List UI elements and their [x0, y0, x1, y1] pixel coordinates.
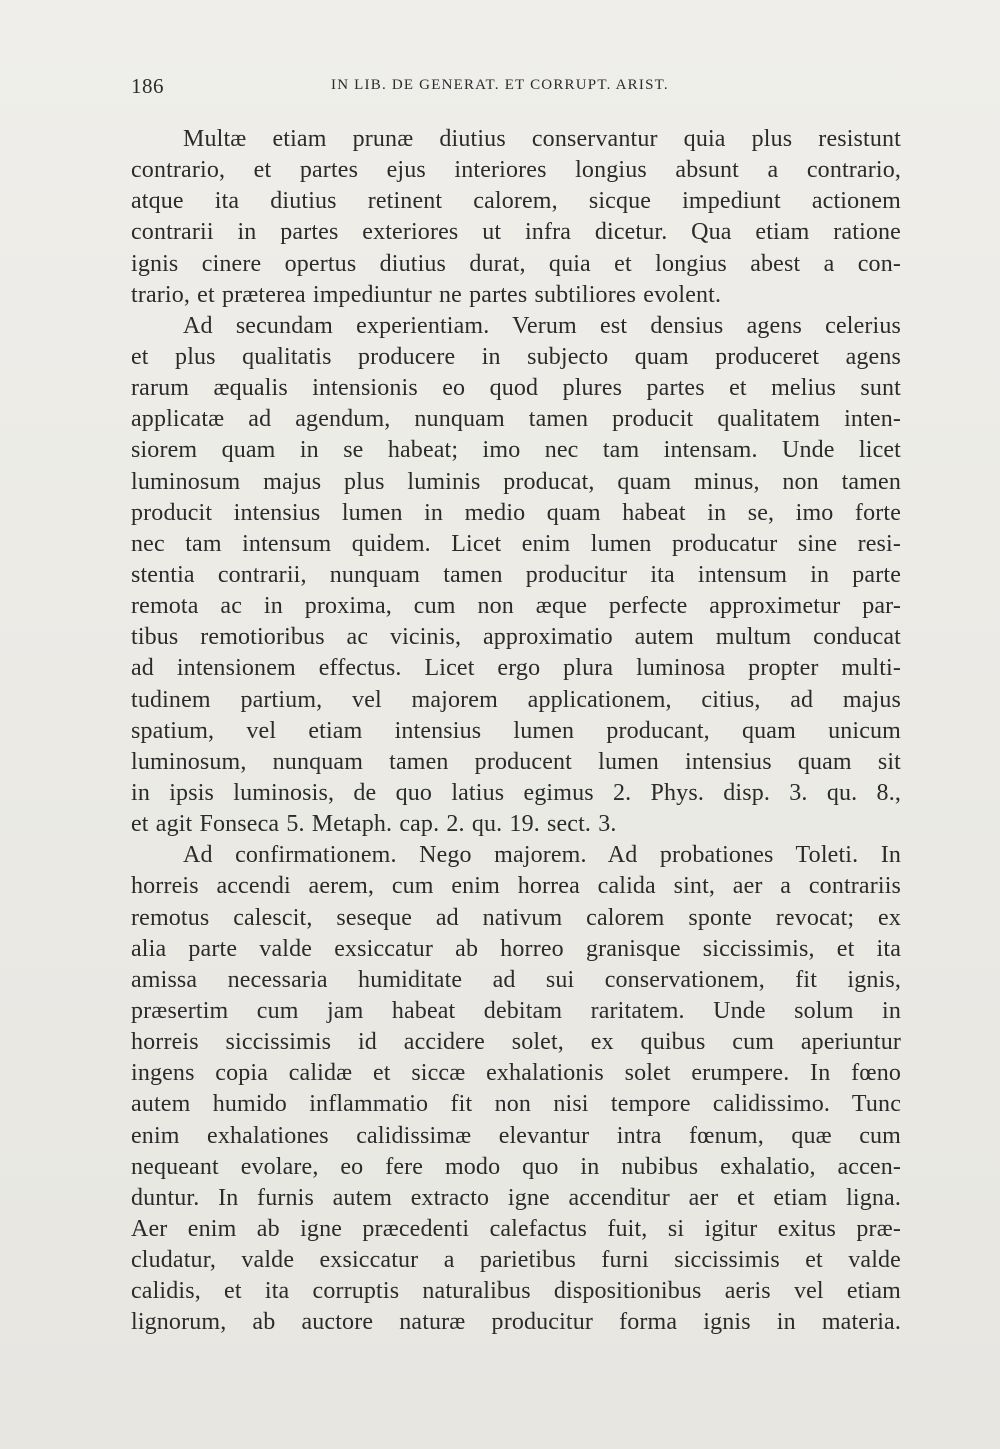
text-line: rarum æqualis intensionis eo quod plures partes et melius sunt	[131, 375, 901, 402]
text-line: Multæ etiam prunæ diutius conservantur quia plus resistunt	[183, 126, 901, 152]
text-line: ingens copia calidæ et siccæ exhalationis solet erumpere. In fœno	[131, 1060, 901, 1087]
text-line: trario, et præterea impediuntur ne partes subtiliores evolent.	[131, 281, 722, 308]
text-line: Ad secundam experientiam. Verum est densius agens celerius	[183, 312, 901, 339]
text-line: alia parte valde exsiccatur ab horreo granisque siccissimis, et ita	[131, 935, 901, 962]
text-line: contrarii in partes exteriores ut infra dicetur. Qua etiam ratione	[131, 219, 901, 246]
text-line: remotus calescit, seseque ad nativum calorem sponte revocat; ex	[131, 904, 901, 931]
text-line: in ipsis luminosis, de quo latius egimus 2. Phys. disp. 3. qu. 8.,	[131, 779, 901, 806]
text-line: stentia contrarii, nunquam tamen producitur ita intensum in parte	[131, 561, 901, 588]
text-line: calidis, et ita corruptis naturalibus dispositionibus aeris vel etiam	[131, 1278, 901, 1305]
text-line: ad intensionem effectus. Licet ergo plura luminosa propter multi-	[131, 655, 901, 682]
text-line: horreis accendi aerem, cum enim horrea calida sint, aer a contrariis	[131, 873, 901, 900]
text-line: luminosum majus plus luminis producat, quam minus, non tamen	[131, 468, 901, 495]
text-line: siorem quam in se habeat; imo nec tam intensam. Unde licet	[131, 437, 901, 464]
text-line: autem humido inflammatio fit non nisi tempore calidissimo. Tunc	[131, 1091, 901, 1118]
text-line: nec tam intensum quidem. Licet enim lumen producatur sine resi-	[131, 530, 901, 557]
text-line: Aer enim ab igne præcedenti calefactus fuit, si igitur exitus præ-	[131, 1215, 901, 1242]
text-line: et plus qualitatis producere in subjecto quam produceret agens	[131, 343, 901, 370]
text-line: tibus remotioribus ac vicinis, approximatio autem multum conducat	[131, 624, 901, 651]
text-line: nequeant evolare, eo fere modo quo in nubibus exhalatio, accen-	[131, 1153, 901, 1180]
text-line: lignorum, ab auctore naturæ producitur forma ignis in materia.	[131, 1309, 901, 1336]
text-line: præsertim cum jam habeat debitam raritatem. Unde solum in	[131, 997, 901, 1024]
text-line: luminosum, nunquam tamen producent lumen intensius quam sit	[131, 748, 901, 775]
text-line: horreis siccissimis id accidere solet, ex quibus cum aperiuntur	[131, 1029, 901, 1056]
text-line: cludatur, valde exsiccatur a parietibus furni siccissimis et valde	[131, 1247, 901, 1274]
text-line: applicatæ ad agendum, nunquam tamen producit qualitatem inten-	[131, 406, 901, 433]
text-line: enim exhalationes calidissimæ elevantur intra fœnum, quæ cum	[131, 1122, 901, 1149]
text-line: duntur. In furnis autem extracto igne accenditur aer et etiam ligna.	[131, 1184, 901, 1211]
text-line: et agit Fonseca 5. Metaph. cap. 2. qu. 19. sect. 3.	[131, 811, 617, 838]
text-line: ignis cinere opertus diutius durat, quia et longius abest a con-	[131, 250, 901, 277]
text-line: atque ita diutius retinent calorem, sicque impediunt actionem	[131, 188, 901, 215]
text-line: tudinem partium, vel majorem applicationem, citius, ad majus	[131, 686, 901, 713]
page-number: 186	[131, 74, 164, 98]
text-line: contrario, et partes ejus interiores longius absunt a contrario,	[131, 157, 901, 184]
text-line: Ad confirmationem. Nego majorem. Ad probationes Toleti. In	[183, 842, 901, 869]
text-line: amissa necessaria humiditate ad sui conservationem, fit ignis,	[131, 966, 901, 993]
text-line: producit intensius lumen in medio quam habeat in se, imo forte	[131, 499, 901, 526]
text-line: spatium, vel etiam intensius lumen producant, quam unicum	[131, 717, 901, 744]
running-title: IN LIB. DE GENERAT. ET CORRUPT. ARIST.	[331, 77, 669, 93]
running-head	[131, 74, 901, 104]
body-text	[131, 124, 901, 1338]
text-line: remota ac in proxima, cum non æque perfecte approximetur par-	[131, 593, 901, 620]
